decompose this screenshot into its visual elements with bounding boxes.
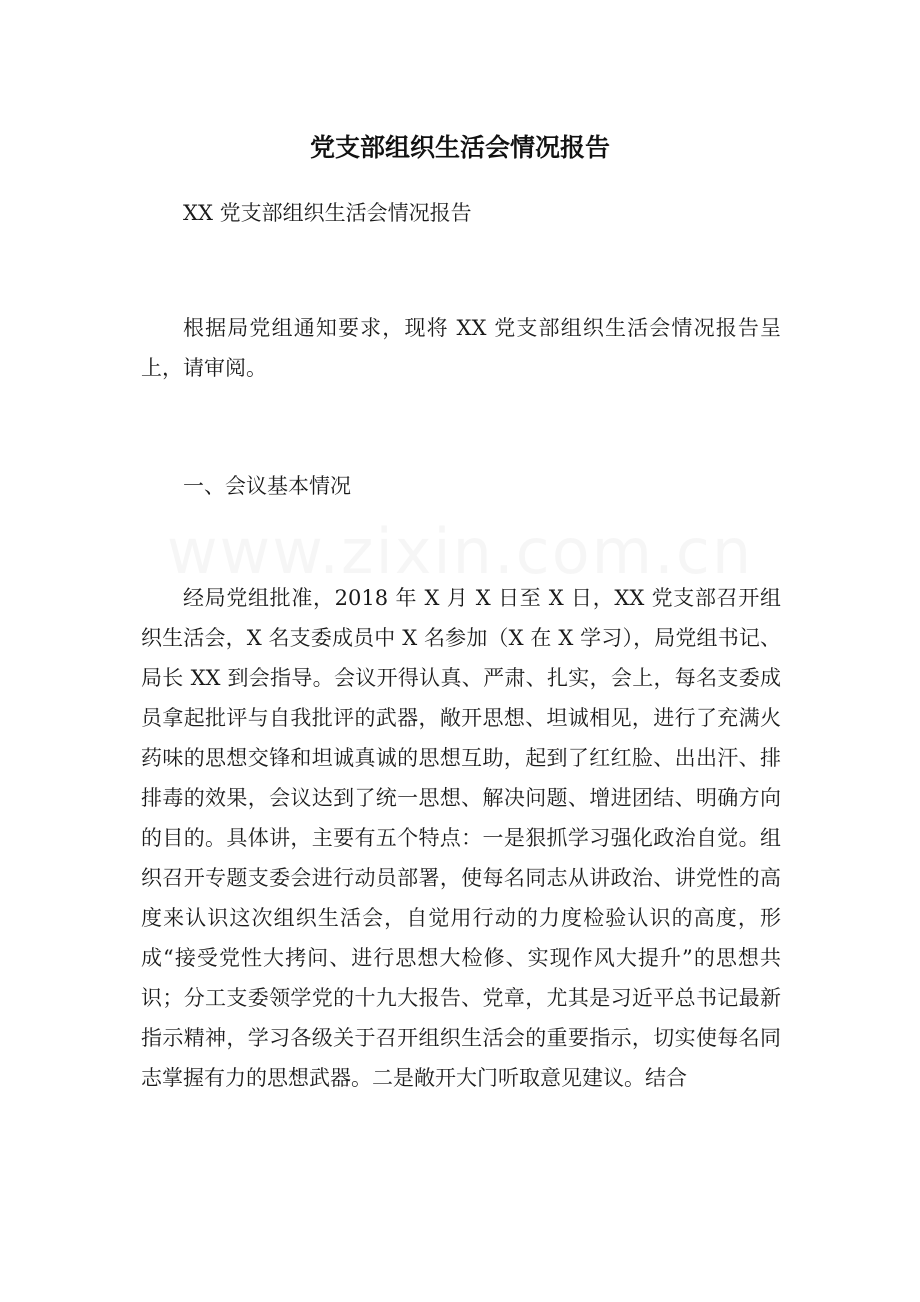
document-title: 党支部组织生活会情况报告 [309, 133, 610, 162]
section-heading-1: 一、会议基本情况 [183, 474, 351, 498]
section-body-1: 经局党组批准，2018 年 X 月 X 日至 X 日，XX 党支部召开组织生活会，X 名支委成员中 X 名参加（X 在 X 学习），局党组书记、局长 XX 到会指导。会议开得认真、严肃、扎实，会上，每名支委成员拿起批评与自我批评的武器，敞开思想、坦诚相见，进行了充满火药味的思想交锋和坦诚真诚的思想互助，起到了红红脸、出出汗、排排毒的效果，会议达到了统一思想、解决问题、增进团结、明确方向的目的。具体讲，主要有五个特点：一是狠抓学习强化政治自觉。组织召开专题支委会进行动员部署，使每名同志从讲政治、讲党性的高度来认识这次组织生活会，自觉用行动的力度检验认识的高度，形成“接受党性大拷问、进行思想大检修、实现作风大提升”的思想共识；分工支委领学党的十九大报告、党章，尤其是习近平总书记最新指示精神，学习各级关于召开组织生活会的重要指示，切实使每名同志掌握有力的思想武器。二是敞开大门听取意见建议。结合 [141, 586, 781, 1090]
document-subtitle: XX 党支部组织生活会情况报告 [183, 201, 472, 225]
intro-paragraph: 根据局党组通知要求，现将 XX 党支部组织生活会情况报告呈上，请审阅。 [141, 316, 781, 380]
